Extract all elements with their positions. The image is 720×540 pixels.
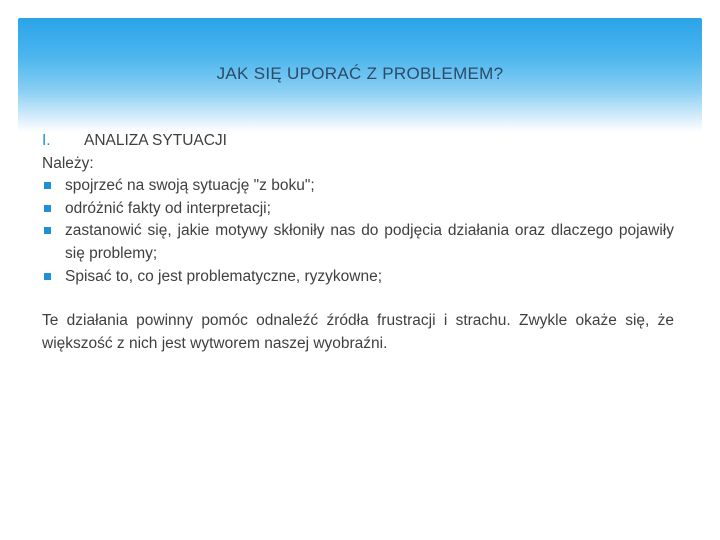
list-item xyxy=(42,175,674,198)
list-item-text: odróżnić fakty od interpretacji; xyxy=(65,199,271,217)
slide-title: JAK SIĘ UPORAĆ Z PROBLEMEM? xyxy=(216,64,504,83)
list-item xyxy=(42,198,674,221)
summary-paragraph: Te działania powinny pomóc odnaleźć źródła frustracji i strachu. Zwykle okaże się, że większość z nich jest wytworem naszej wyobraźni. xyxy=(42,312,674,352)
list-item-text: Spisać to, co jest problematyczne, ryzykowne; xyxy=(65,267,383,285)
square-bullet-icon xyxy=(44,205,51,212)
square-bullet-icon xyxy=(44,273,51,280)
square-bullet-icon xyxy=(44,182,51,189)
bullet-list xyxy=(42,175,674,288)
square-bullet-icon xyxy=(44,227,51,234)
list-item-text: spojrzeć na swoją sytuację "z boku"; xyxy=(65,177,315,195)
list-item xyxy=(42,220,674,265)
slide-content xyxy=(42,130,674,355)
section-heading xyxy=(42,130,674,153)
intro-text: Należy: xyxy=(42,154,94,172)
list-item-text: zastanowić się, jakie motywy skłoniły nas do podjęcia działania oraz dlaczego pojawiły się problemy; xyxy=(65,222,674,262)
section-number: I. xyxy=(42,132,51,149)
section-heading-text: ANALIZA SYTUACJI xyxy=(84,132,227,149)
list-item xyxy=(42,266,674,289)
